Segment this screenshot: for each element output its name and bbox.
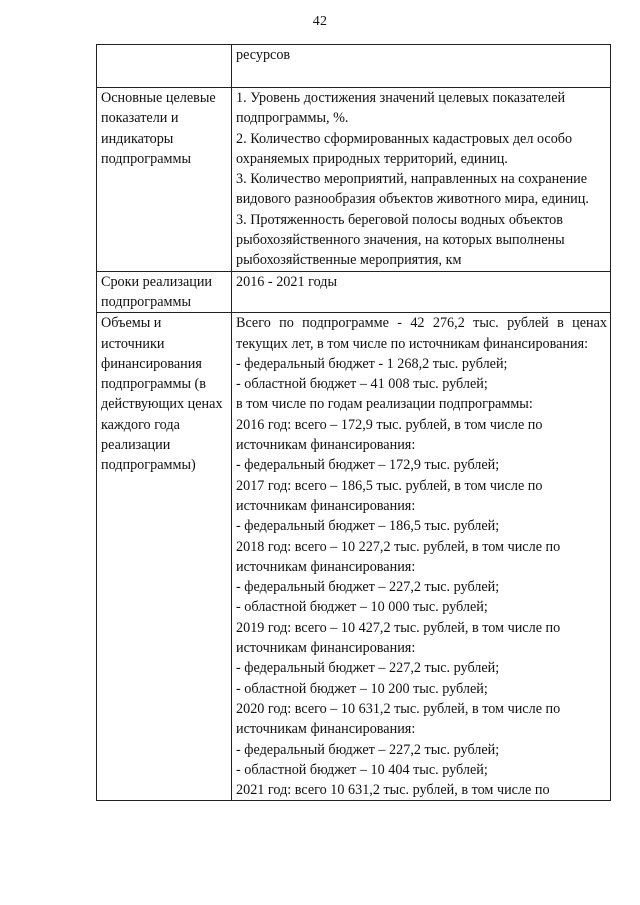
table-row-terms	[97, 271, 611, 313]
financing-line: 2017 год: всего – 186,5 тыс. рублей, в том числе по	[236, 477, 543, 494]
financing-line: - федеральный бюджет – 186,5 тыс. рублей;	[236, 518, 500, 535]
value-cell-terms: 2016 - 2021 годы	[232, 271, 611, 313]
table-row-targets	[97, 88, 611, 272]
target-item-1: 1. Уровень достижения значений целевых показателей подпрограммы, %.	[236, 90, 566, 127]
label-cell-terms: Сроки реализации подпрограммы	[97, 271, 232, 313]
financing-line: 2020 год: всего – 10 631,2 тыс. рублей, в том числе по	[236, 700, 561, 717]
financing-line: источникам финансирования:	[236, 437, 416, 454]
financing-line: - областной бюджет – 10 000 тыс. рублей;	[236, 599, 488, 616]
financing-line: - федеральный бюджет – 227,2 тыс. рублей;	[236, 741, 500, 758]
target-item-2: 2. Количество сформированных кадастровых дел особо охраняемых природных территорий, единиц.	[236, 130, 573, 167]
value-cell-targets	[232, 88, 611, 272]
label-cell-targets: Основные целевые показатели и индикаторы подпрограммы	[97, 88, 232, 272]
financing-line: - федеральный бюджет – 227,2 тыс. рублей;	[236, 579, 500, 596]
page-number: 42	[312, 14, 328, 29]
table-row-financing	[97, 313, 611, 801]
financing-line: 2016 год: всего – 172,9 тыс. рублей, в том числе по	[236, 416, 543, 433]
financing-line: 2019 год: всего – 10 427,2 тыс. рублей, в том числе по	[236, 619, 561, 636]
label-cell-resources	[97, 45, 232, 88]
financing-line: - федеральный бюджет – 172,9 тыс. рублей;	[236, 457, 500, 474]
financing-line: 2018 год: всего – 10 227,2 тыс. рублей, в том числе по	[236, 538, 561, 555]
financing-line: - федеральный бюджет - 1 268,2 тыс. рублей;	[236, 355, 508, 372]
financing-line: 2021 год: всего 10 631,2 тыс. рублей, в том числе по	[236, 782, 550, 799]
financing-line: источникам финансирования:	[236, 721, 416, 738]
financing-line: источникам финансирования:	[236, 497, 416, 514]
target-item-3: 3. Количество мероприятий, направленных на сохранение видового разнообразия объектов животного мира, единиц.	[236, 171, 589, 208]
financing-line: - областной бюджет – 10 404 тыс. рублей;	[236, 761, 488, 778]
value-cell-resources: ресурсов	[232, 45, 611, 88]
financing-line: - федеральный бюджет – 227,2 тыс. рублей;	[236, 660, 500, 677]
financing-line: источникам финансирования:	[236, 640, 416, 657]
financing-line: в том числе по годам реализации подпрограммы:	[236, 396, 533, 413]
target-item-4: 3. Протяженность береговой полосы водных объектов рыбохозяйственного значения, на которых выполнены рыбохозяйственные мероприятия, км	[236, 211, 565, 269]
financing-total-paragraph: Всего по подпрограмме - 42 276,2 тыс. рублей в ценах текущих лет, в том числе по источникам финансирования:	[236, 315, 607, 352]
label-cell-financing: Объемы и источники финансирования подпрограммы (в действующих ценах каждого года реализации подпрограммы)	[97, 313, 232, 801]
value-cell-financing	[232, 313, 611, 801]
table-row-resources	[97, 45, 611, 88]
financing-line: - областной бюджет – 41 008 тыс. рублей;	[236, 376, 488, 393]
financing-line: источникам финансирования:	[236, 558, 416, 575]
subprogram-passport-table	[96, 44, 611, 801]
financing-line: - областной бюджет – 10 200 тыс. рублей;	[236, 680, 488, 697]
